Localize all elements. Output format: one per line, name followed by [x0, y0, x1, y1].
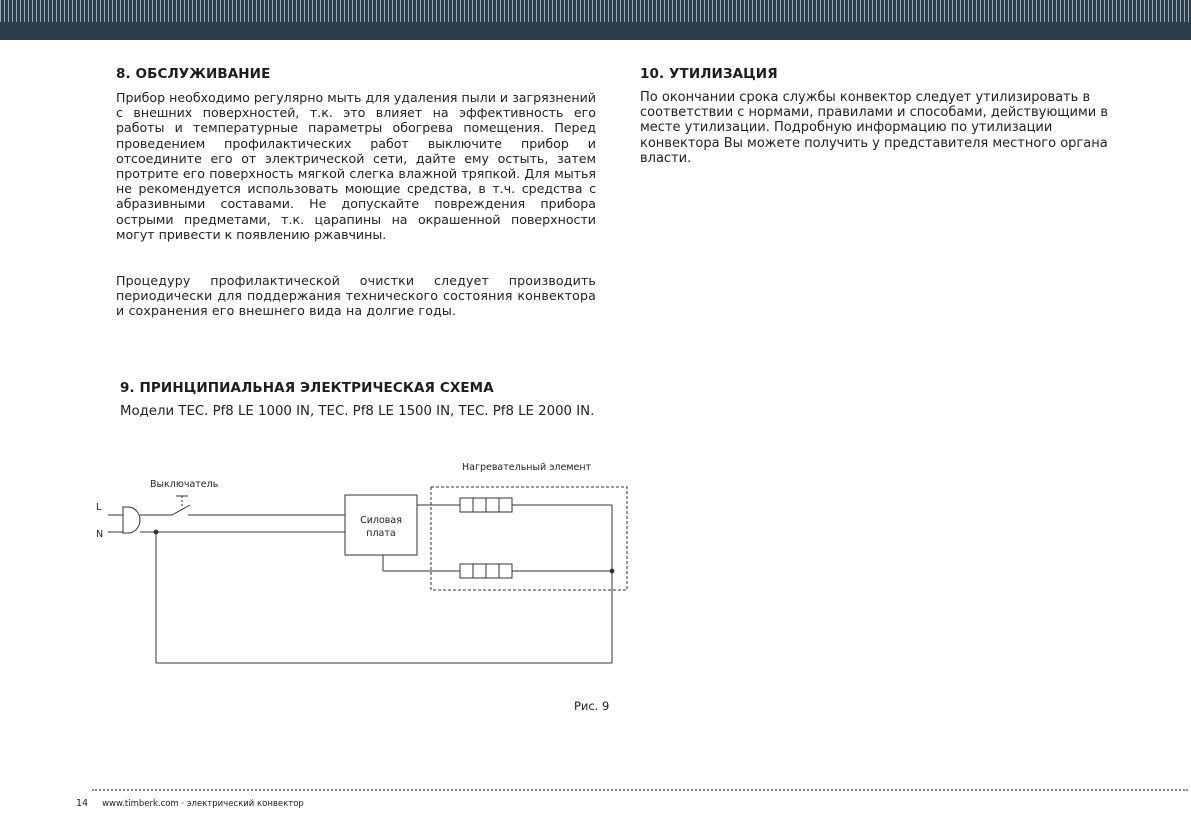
page-number: 14: [76, 798, 89, 809]
junction-n: [154, 530, 159, 535]
label-heater: Нагревательный элемент: [462, 462, 592, 473]
figure-caption: Рис. 9: [574, 699, 610, 713]
label-switch: Выключатель: [150, 479, 219, 490]
section-9-title: 9. ПРИНЦИПИАЛЬНАЯ ЭЛЕКТРИЧЕСКАЯ СХЕМА: [120, 380, 494, 396]
models-line: Модели TEC. Pf8 LE 1000 IN, TEC. Pf8 LE 1500 IN, TEC. Pf8 LE 2000 IN.: [120, 404, 595, 419]
plug-symbol: [123, 507, 140, 533]
section-8-title: 8. ОБСЛУЖИВАНИЕ: [116, 66, 271, 82]
switch-contact: [172, 505, 190, 515]
footer-text: www.timberk.com · электрический конвектор: [102, 799, 304, 809]
section-8-paragraph-1: Прибор необходимо регулярно мыть для удаления пыли и загрязнений с внешних поверхностей, т.к. это влияет на эффективность его работы и температурные параметры обогрева помещения. Перед проведением профилактических работ выключите прибор и отсоедините его от электрической сети, дайте ему остыть, затем протрите его поверхность мягкой слегка влажной тряпкой. Для мытья не рекомендуется использовать моющие средства, в т.ч. средства с абразивными составами. Не допускайте повреждения прибора острыми предметами, т.к. царапины на окрашенной поверхности могут привести к появлению ржавчины.: [116, 90, 596, 242]
section-8-paragraph-2: Процедуру профилактической очистки следует производить периодически для поддержания технического состояния конвектора и сохранения его внешнего вида на долгие годы.: [116, 273, 596, 319]
junction-heaters: [610, 569, 615, 574]
label-l: L: [96, 502, 102, 513]
footer-dotted-rule: [92, 789, 1188, 791]
footer: [76, 798, 304, 809]
section-10-paragraph: По окончании срока службы конвектор следует утилизировать в соответствии с нормами, правилами и способами, действующими в месте утилизации. Подробную информацию по утилизации конвектора Вы можете получить у представителя местного органа власти.: [640, 90, 1109, 166]
label-board-line-2: плата: [366, 528, 396, 539]
label-board-line-1: Силовая: [360, 515, 402, 526]
section-10-title: 10. УТИЛИЗАЦИЯ: [640, 66, 778, 82]
label-n: N: [96, 529, 104, 540]
